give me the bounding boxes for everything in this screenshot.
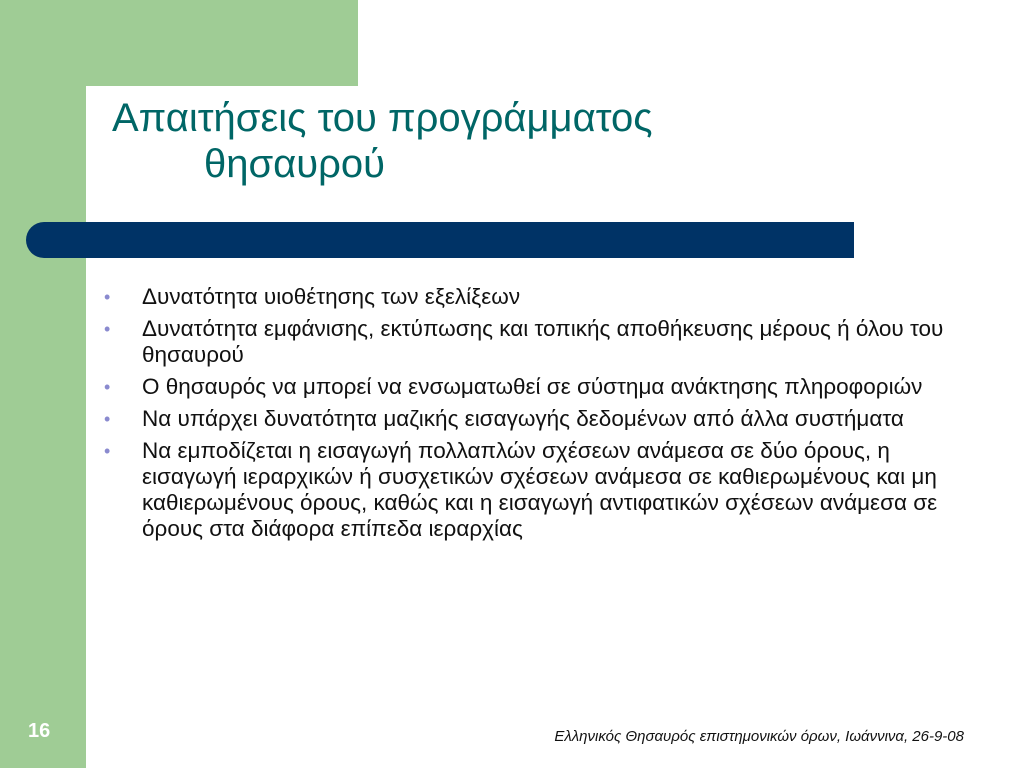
bullet-text: Δυνατότητα υιοθέτησης των εξελίξεων <box>142 284 521 309</box>
bullet-text: Να υπάρχει δυνατότητα μαζικής εισαγωγής δεδομένων από άλλα συστήματα <box>142 406 904 431</box>
slide-page-number: 16 <box>28 720 51 742</box>
bullet-item <box>104 406 964 432</box>
white-top-area <box>358 0 1024 86</box>
title-divider-bar <box>26 222 854 258</box>
bullet-item <box>104 284 964 310</box>
bullet-item <box>104 438 964 542</box>
green-side-strip <box>0 0 86 768</box>
bullet-icon: • <box>104 319 111 339</box>
bullet-item <box>104 374 964 400</box>
bullet-item <box>104 316 964 368</box>
bullet-list <box>104 284 964 548</box>
slide-title-line-1: Απαιτήσεις του προγράμματος <box>112 96 653 140</box>
slide-footer: Ελληνικός Θησαυρός επιστημονικών όρων, Ιωάννινα, 26-9-08 <box>554 728 964 745</box>
slide-title <box>112 95 872 187</box>
green-top-block <box>0 0 358 86</box>
bullet-text: Να εμποδίζεται η εισαγωγή πολλαπλών σχέσεων ανάμεσα σε δύο όρους, η εισαγωγή ιεραρχικών ή συσχετικών σχέσεων ανάμεσα σε καθιερωμένους και μη καθιερωμένους όρους, καθώς και η εισαγωγή αντιφατικών σχέσεων ανάμεσα σε όρους στα διάφορα επίπεδα ιεραρχίας <box>142 438 938 541</box>
bullet-icon: • <box>104 441 111 461</box>
bullet-icon: • <box>104 287 111 307</box>
slide-title-line-2: θησαυρού <box>204 142 386 186</box>
bullet-icon: • <box>104 409 111 429</box>
bullet-icon: • <box>104 377 111 397</box>
bullet-text: Ο θησαυρός να μπορεί να ενσωματωθεί σε σύστημα ανάκτησης πληροφοριών <box>142 374 923 399</box>
bullet-text: Δυνατότητα εμφάνισης, εκτύπωσης και τοπικής αποθήκευσης μέρους ή όλου του θησαυρού <box>142 316 944 367</box>
